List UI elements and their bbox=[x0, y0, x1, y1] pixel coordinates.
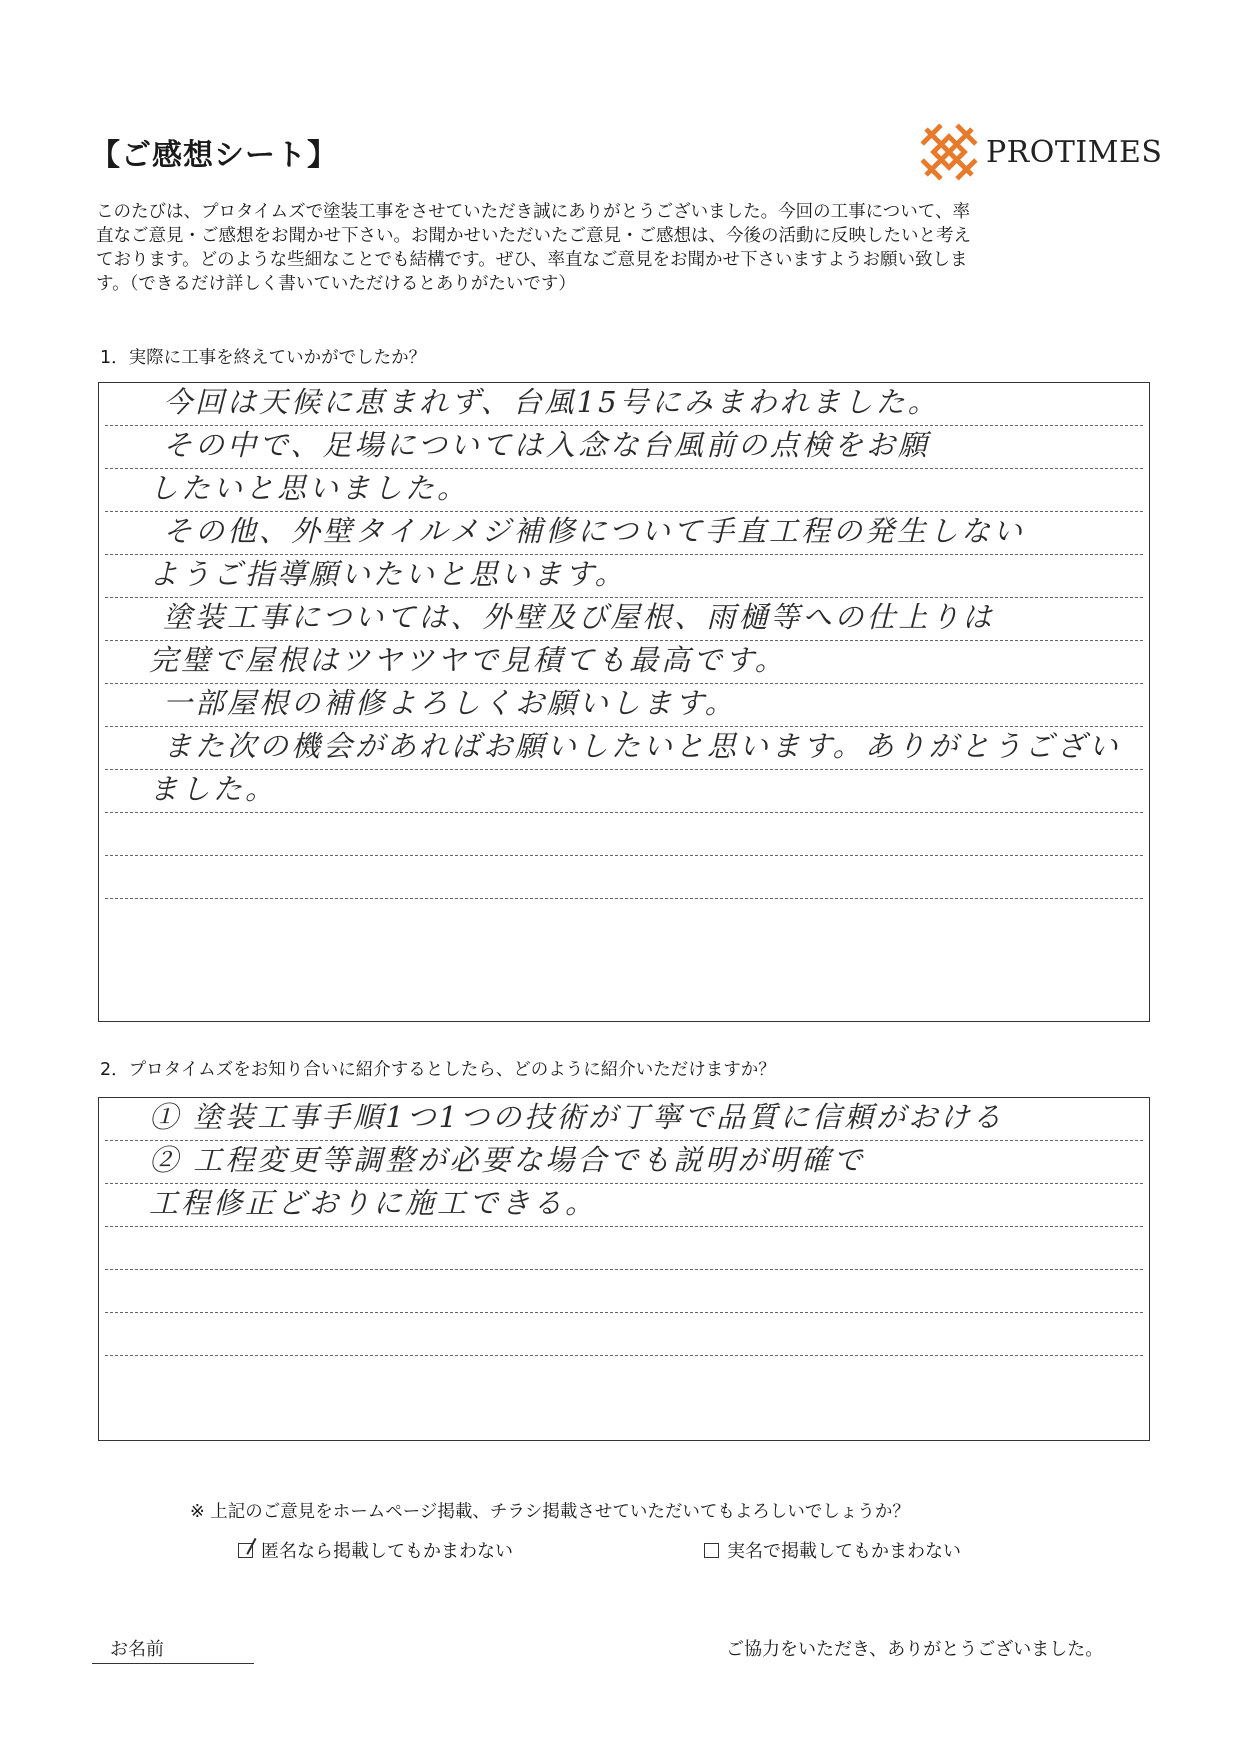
answer-line bbox=[105, 813, 1143, 856]
handwritten-text: ようご指導願いたいと思います。 bbox=[149, 557, 627, 591]
consent-notice: ※ 上記のご意見をホームページ掲載、チラシ掲載させていただいてもよろしいでしょうか？ bbox=[190, 1502, 910, 1522]
real-name-checkbox[interactable] bbox=[704, 1543, 719, 1558]
anonymous-checkbox[interactable] bbox=[238, 1543, 253, 1558]
sheet-title: 【ご感想シート】 bbox=[90, 138, 338, 173]
answer-line bbox=[105, 426, 1143, 469]
answer-line bbox=[105, 512, 1143, 555]
question-2-label: 2．プロタイムズをお知り合いに紹介するとしたら、どのように紹介いただけますか？ bbox=[100, 1060, 776, 1080]
handwritten-text: 工程修正どおりに施工できる。 bbox=[149, 1186, 598, 1220]
answer-line bbox=[105, 383, 1143, 426]
real-name-label: 実名で掲載してもかまわない bbox=[727, 1541, 961, 1562]
handwritten-text: 一部屋根の補修よろしくお願いします。 bbox=[163, 686, 737, 720]
question-1-label: 1．実際に工事を終えていかがでしたか？ bbox=[100, 348, 427, 368]
answer-2-box bbox=[98, 1097, 1150, 1441]
answer-line bbox=[105, 770, 1143, 813]
consent-option-real-name[interactable] bbox=[704, 1537, 961, 1563]
answer-line bbox=[105, 1141, 1143, 1184]
intro-text bbox=[96, 200, 1156, 296]
name-field[interactable] bbox=[92, 1663, 254, 1664]
answer-line bbox=[105, 555, 1143, 598]
handwritten-text: ました。 bbox=[149, 772, 278, 806]
intro-line: このたびは、プロタイムズで塗装工事をさせていただき誠にありがとうございました。今回の工事について、率 bbox=[96, 202, 970, 222]
answer-line bbox=[105, 641, 1143, 684]
intro-line: 直なご意見・ご感想をお聞かせ下さい。お聞かせいただいたご意見・ご感想は、今後の活動に反映したいと考え bbox=[96, 226, 971, 246]
handwritten-text: したいと思いました。 bbox=[149, 471, 470, 505]
answer-1-box bbox=[98, 382, 1150, 1022]
answer-line bbox=[105, 727, 1143, 770]
handwritten-text: ② 工程変更等調整が必要な場合でも説明が明確で bbox=[149, 1143, 866, 1177]
protimes-logo bbox=[920, 122, 1170, 182]
answer-line bbox=[105, 1098, 1143, 1141]
answer-line bbox=[105, 856, 1143, 899]
answer-line bbox=[105, 1184, 1143, 1227]
handwritten-text: その中で、足場については入念な台風前の点検をお願 bbox=[163, 428, 930, 462]
consent-option-anonymous[interactable] bbox=[238, 1537, 513, 1563]
thanks-message: ご協力をいただき、ありがとうございました。 bbox=[726, 1639, 1104, 1660]
handwritten-text: 塗装工事については、外壁及び屋根、雨樋等への仕上りは bbox=[163, 600, 995, 634]
logo-text: PROTIMES bbox=[986, 134, 1163, 170]
answer-line bbox=[105, 1227, 1143, 1270]
answer-line bbox=[105, 1270, 1143, 1313]
answer-line bbox=[105, 684, 1143, 727]
anonymous-label: 匿名なら掲載してもかまわない bbox=[261, 1541, 513, 1562]
answer-line bbox=[105, 469, 1143, 512]
answer-line bbox=[105, 1313, 1143, 1356]
handwritten-text: ① 塗装工事手順1つ1つの技術が丁寧で品質に信頼がおける bbox=[149, 1100, 1005, 1134]
handwritten-text: その他、外壁タイルメジ補修について手直工程の発生しない bbox=[163, 514, 1025, 548]
protimes-logo-icon bbox=[920, 123, 978, 181]
intro-line: す。（できるだけ詳しく書いていただけるとありがたいです） bbox=[96, 274, 576, 294]
answer-line bbox=[105, 598, 1143, 641]
handwritten-text: 完璧で屋根はツヤツヤで見積ても最高です。 bbox=[149, 643, 787, 677]
handwritten-text: また次の機会があればお願いしたいと思います。ありがとうござい bbox=[163, 729, 1121, 763]
intro-line: ております。どのような些細なことでも結構です。ぜひ、率直なご意見をお聞かせ下さいますようお願い致しま bbox=[96, 250, 968, 270]
handwritten-text: 今回は天候に恵まれず、台風15号にみまわれました。 bbox=[163, 385, 940, 419]
name-label: お名前 bbox=[110, 1639, 164, 1660]
